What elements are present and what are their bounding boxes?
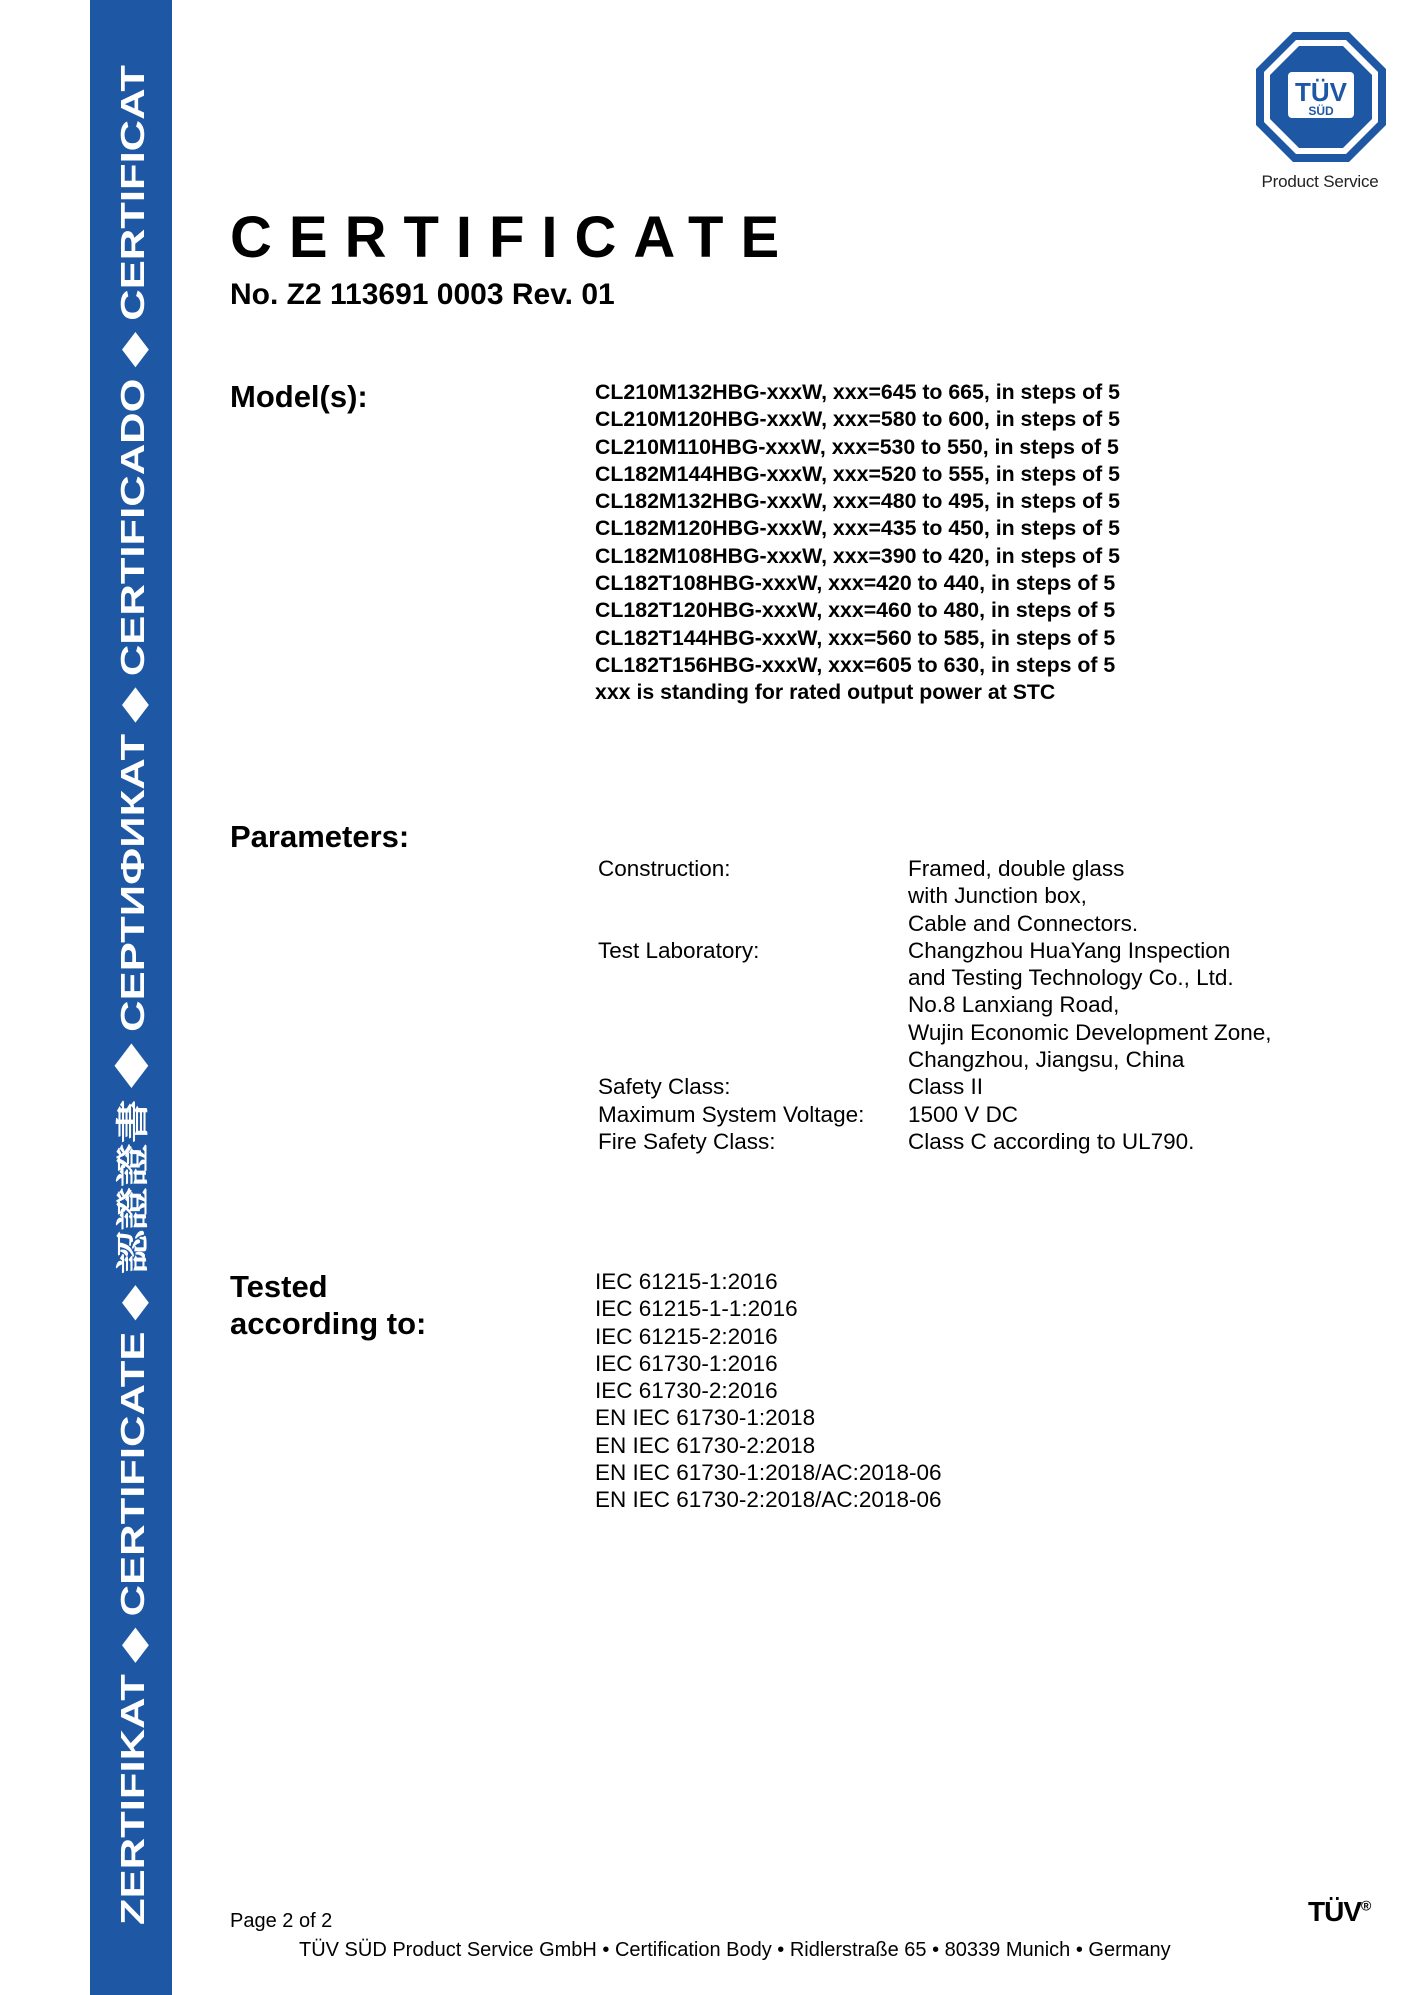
- parameter-value: [908, 1128, 1272, 1155]
- parameter-row: [598, 1128, 1272, 1155]
- logo-subtext: SÜD: [1308, 104, 1334, 118]
- model-item: CL182M108HBG-xxxW, xxx=390 to 420, in steps of 5: [595, 543, 1120, 568]
- model-item: CL182T156HBG-xxxW, xxx=605 to 630, in steps of 5: [595, 652, 1116, 677]
- parameter-value: [908, 1101, 1272, 1128]
- parameter-key: Test Laboratory:: [598, 937, 760, 963]
- tested-label: [230, 1268, 490, 1342]
- logo-caption: Product Service: [1261, 172, 1379, 191]
- standard-item: IEC 61215-1-1:2016: [595, 1296, 798, 1322]
- standard-item: EN IEC 61730-2:2018/AC:2018-06: [595, 1487, 942, 1513]
- standard-item: EN IEC 61730-1:2018: [595, 1405, 816, 1431]
- tested-label-line2: according to:: [230, 1306, 427, 1341]
- model-item: CL182M144HBG-xxxW, xxx=520 to 555, in steps of 5: [595, 461, 1120, 486]
- footer-tuv-mark: [1308, 1896, 1370, 1928]
- parameter-value-line: Wujin Economic Development Zone,: [908, 1019, 1272, 1045]
- model-item: CL182T144HBG-xxxW, xxx=560 to 585, in steps of 5: [595, 625, 1116, 650]
- model-item: CL182T108HBG-xxxW, xxx=420 to 440, in steps of 5: [595, 571, 1116, 596]
- standard-item: IEC 61730-1:2016: [595, 1350, 778, 1376]
- parameter-value: [908, 855, 1272, 937]
- parameter-row: [598, 1101, 1272, 1128]
- parameters-table: [598, 855, 1272, 1155]
- standard-item: IEC 61215-2:2016: [595, 1323, 778, 1349]
- side-band-text: ZERTIFIKAT ◆ CERTIFICATE ◆ 認證證書 ◆ СЕРТИФИКАТ ◆ CERTIFICADO ◆ CERTIFICAT: [114, 516, 151, 1925]
- standard-item: EN IEC 61730-2:2018: [595, 1432, 816, 1458]
- model-item: CL182M120HBG-xxxW, xxx=435 to 450, in steps of 5: [595, 516, 1120, 541]
- standard-item: EN IEC 61730-1:2018/AC:2018-06: [595, 1460, 942, 1486]
- model-item: CL210M110HBG-xxxW, xxx=530 to 550, in steps of 5: [595, 434, 1119, 459]
- parameter-value-line: and Testing Technology Co., Ltd.: [908, 965, 1234, 991]
- certificate-number: No. Z2 113691 0003 Rev. 01: [230, 278, 615, 311]
- parameter-value-line: No.8 Lanxiang Road,: [908, 992, 1120, 1018]
- footer-mark-text: TÜV: [1308, 1896, 1361, 1927]
- side-band: [90, 0, 172, 1995]
- standard-item: IEC 61215-1:2016: [595, 1269, 778, 1294]
- parameter-row: [598, 855, 1272, 937]
- parameter-value: [908, 937, 1272, 1073]
- parameter-value-line: Class II: [908, 1074, 984, 1100]
- model-item: CL210M132HBG-xxxW, xxx=645 to 665, in steps of 5: [595, 380, 1120, 404]
- tested-label-line1: Tested: [230, 1269, 328, 1304]
- parameter-value-line: Changzhou HuaYang Inspection: [908, 937, 1231, 963]
- parameter-value-line: 1500 V DC: [908, 1101, 1019, 1127]
- standard-item: IEC 61730-2:2016: [595, 1378, 778, 1404]
- parameter-value-line: Changzhou, Jiangsu, China: [908, 1047, 1185, 1073]
- model-item: CL210M120HBG-xxxW, xxx=580 to 600, in steps of 5: [595, 407, 1120, 432]
- parameter-key: Safety Class:: [598, 1074, 731, 1100]
- models-label: Model(s):: [230, 379, 368, 414]
- parameter-row: [598, 1073, 1272, 1100]
- model-item: xxx is standing for rated output power at STC: [595, 680, 1056, 705]
- model-item: CL182T120HBG-xxxW, xxx=460 to 480, in steps of 5: [595, 598, 1116, 623]
- footer-address: TÜV SÜD Product Service GmbH • Certification Body • Ridlerstraße 65 • 80339 Munich • Germany: [299, 1939, 1171, 1961]
- parameter-row: [598, 937, 1272, 1073]
- parameter-key: Fire Safety Class:: [598, 1128, 776, 1154]
- parameter-value-line: Framed, double glass: [908, 856, 1125, 881]
- parameter-value-line: with Junction box,: [908, 883, 1087, 909]
- parameter-key: Construction:: [598, 856, 731, 881]
- logo-text: TÜV: [1295, 77, 1347, 107]
- models-list: [595, 379, 1120, 707]
- tuv-sud-logo: [1254, 30, 1388, 164]
- parameter-value: [908, 1073, 1272, 1100]
- parameter-value-line: Cable and Connectors.: [908, 910, 1139, 936]
- side-band-graphic: [90, 0, 172, 1995]
- parameters-label: Parameters:: [230, 819, 410, 854]
- parameter-value-line: Class C according to UL790.: [908, 1128, 1195, 1154]
- page-indicator: Page 2 of 2: [230, 1910, 333, 1932]
- parameter-key: Maximum System Voltage:: [598, 1101, 865, 1127]
- registered-mark: ®: [1361, 1897, 1371, 1914]
- model-item: CL182M132HBG-xxxW, xxx=480 to 495, in steps of 5: [595, 489, 1120, 514]
- standards-list: [595, 1268, 941, 1514]
- certificate-title: CERTIFICATE: [230, 205, 797, 270]
